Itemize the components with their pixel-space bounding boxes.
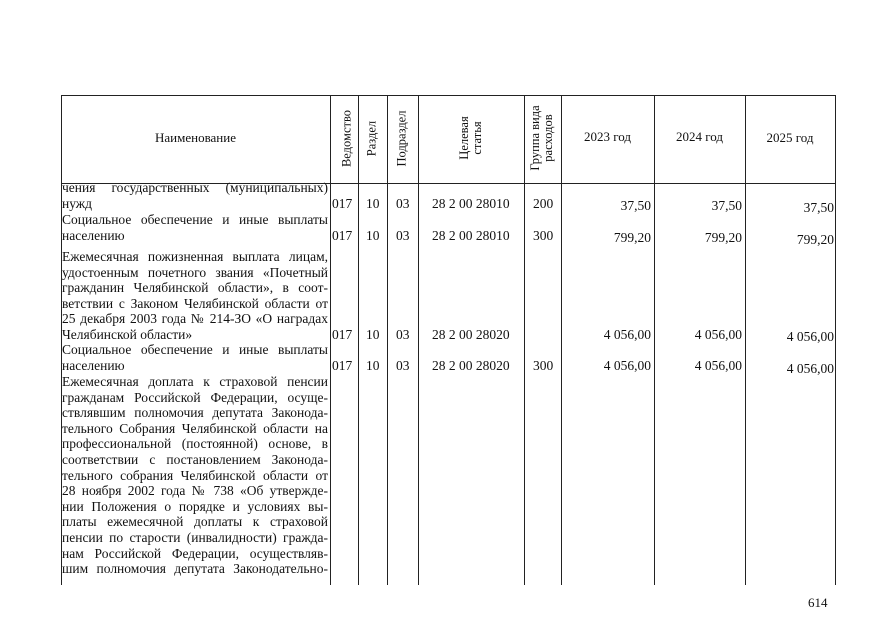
header-podrazdel: Подраздел [394,110,409,167]
header-name: Наименование [155,130,236,145]
row-1-ved: 017 [332,228,353,243]
row-1-podrazdel: 03 [396,228,410,243]
row-3-celevaya: 28 2 00 28020 [432,358,510,373]
row-2-v2024: 4 056,00 [694,327,742,342]
row-0-ved: 017 [332,196,353,211]
header-celevaya: Целевая статья [457,116,484,160]
row-1-v2024: 799,20 [704,230,742,245]
row-2-name: Ежемесячная пожизненная выплата лицам, удостоенным почетного звания «Почетный гражданин Челябинской области», в соот- ветствии с Законом Челябинской области от 25 декабря 2003 года № 214-ЗО «О наградах Челябинской области» [62,249,328,342]
row-2-v2023: 4 056,00 [603,327,651,342]
header-gruppa: Группа вида расходов [528,105,555,171]
row-1-gruppa: 300 [533,228,554,243]
row-1-razdel: 10 [366,228,380,243]
row-0-v2024: 37,50 [711,198,742,213]
row-2-celevaya: 28 2 00 28020 [432,327,510,342]
row-3-gruppa: 300 [533,358,554,373]
row-2-ved: 017 [332,327,353,342]
row-0-razdel: 10 [366,196,380,211]
row-0-v2025: 37,50 [803,200,834,215]
row-3-v2023: 4 056,00 [603,358,651,373]
row-1-name: Социальное обеспечение и иные выплаты населению [62,212,328,243]
header-2025: 2025 год [766,130,814,145]
row-3-podrazdel: 03 [396,358,410,373]
header-razdel: Раздел [364,120,379,157]
row-2-podrazdel: 03 [396,327,410,342]
row-4-name: Ежемесячная доплата к страховой пенсии гражданам Российской Федерации, осуще- ствлявшим полномочия депутата Законода- тельного Собрания Челябинской области на профессиональной (постоянной) основе, в соответствии с постановлением Законода- тельного собрания Челябинской области от 28 ноября 2002 года № 738 «Об утвержде- нии Положения о порядке и условиях вы- платы ежемесячной доплаты к страховой пенсии по старости (инвалидности) гражда- нам Российской Федерации, осуществляв- шим полномочия депутата Законодательно- [62,374,328,577]
row-3-v2024: 4 056,00 [694,358,742,373]
row-0-celevaya: 28 2 00 28010 [432,196,510,211]
header-vedomstvo: Ведомство [339,109,354,168]
row-2-v2025: 4 056,00 [786,329,834,344]
row-1-celevaya: 28 2 00 28010 [432,228,510,243]
row-0-v2023: 37,50 [620,198,651,213]
page-number: 614 [808,595,828,610]
row-2-razdel: 10 [366,327,380,342]
row-3-v2025: 4 056,00 [786,361,834,376]
row-0-name: чения государственных (муниципальных) нужд [62,180,328,211]
row-1-v2025: 799,20 [796,232,834,247]
row-1-v2023: 799,20 [613,230,651,245]
row-0-gruppa: 200 [533,196,554,211]
row-0-podrazdel: 03 [396,196,410,211]
header-2023: 2023 год [584,129,631,144]
row-3-razdel: 10 [366,358,380,373]
row-3-name: Социальное обеспечение и иные выплаты населению [62,342,328,373]
header-2024: 2024 год [676,129,723,144]
row-3-ved: 017 [332,358,353,373]
